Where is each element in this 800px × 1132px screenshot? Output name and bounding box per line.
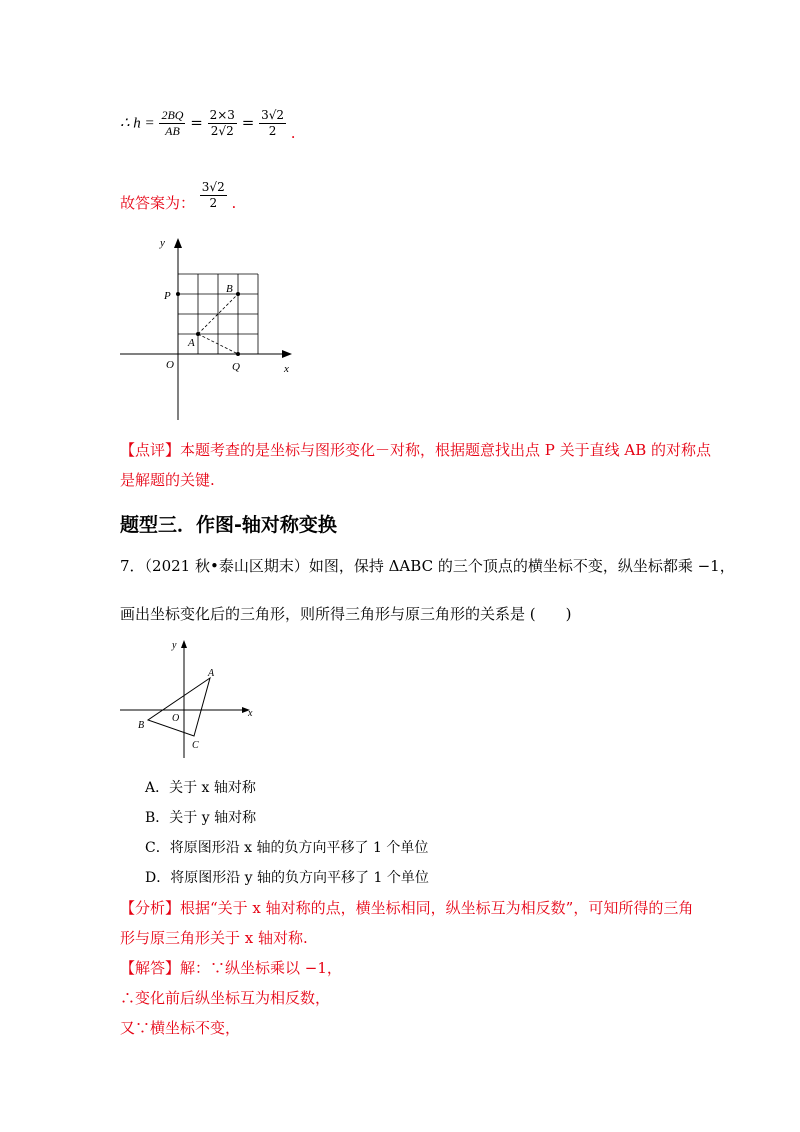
axes — [120, 644, 246, 758]
fraction-numerator: 2×3 — [209, 108, 235, 122]
y-axis-label: y — [160, 237, 165, 249]
fraction-numerator: 2BQ — [161, 108, 184, 122]
point-p-dot — [176, 292, 180, 296]
analysis-line-2: 形与原三角形关于 x 轴对称. — [120, 929, 308, 947]
origin-label: O — [172, 713, 180, 724]
y-axis-arrow-icon — [181, 640, 187, 648]
figure-triangle-abc — [118, 636, 260, 760]
fraction-2bq-ab — [159, 108, 185, 139]
triangle-abc — [148, 678, 210, 736]
answer-period: . — [231, 193, 237, 212]
fraction-denominator: 2√2 — [210, 124, 234, 138]
formula-h — [120, 108, 296, 142]
figure-grid-coordinate — [110, 232, 300, 424]
fraction-numerator: 3√2 — [201, 180, 225, 194]
equals-sign: = — [241, 113, 255, 132]
option-b[interactable]: B．关于 y 轴对称 — [145, 810, 257, 826]
option-c[interactable]: C．将原图形沿 x 轴的负方向平移了 1 个单位 — [145, 840, 429, 856]
y-axis-arrow-icon — [174, 238, 182, 248]
point-b-label: B — [226, 283, 233, 295]
question-line-1: 7．（2021 秋•泰山区期末）如图，保持 ΔABC 的三个顶点的横坐标不变，纵坐标都乘 −1， — [120, 557, 735, 575]
comment-line-1: 【点评】本题考查的是坐标与图形变化－对称，根据题意找出点 P 关于直线 AB 的对称点 — [120, 441, 712, 459]
equals-sign: = — [190, 113, 203, 132]
point-a-dot — [196, 332, 200, 336]
x-axis-label: x — [284, 363, 289, 375]
fraction-denominator: AB — [165, 124, 180, 138]
option-d[interactable]: D．将原图形沿 y 轴的负方向平移了 1 个单位 — [145, 870, 429, 886]
fraction-denominator: 2 — [209, 196, 218, 210]
solution-line-3: 又∵横坐标不变， — [120, 1019, 241, 1037]
point-q-label: Q — [232, 361, 240, 373]
answer-label: 故答案为： — [120, 193, 196, 212]
point-q-dot — [236, 352, 240, 356]
point-a-label: A — [188, 337, 195, 349]
x-axis-label: x — [248, 708, 253, 719]
fraction-numerator: 3√2 — [261, 108, 284, 122]
formula-period: . — [290, 123, 296, 142]
x-axis-arrow-icon — [282, 350, 292, 358]
axes — [120, 242, 288, 420]
fraction-3root2-over-2 — [259, 108, 286, 139]
point-p-label: P — [164, 290, 171, 302]
point-b-dot — [236, 292, 240, 296]
option-a[interactable]: A．关于 x 轴对称 — [145, 780, 256, 796]
comment-line-2: 是解题的关键. — [120, 471, 215, 489]
answer-line — [120, 180, 236, 211]
answer-fraction — [200, 180, 227, 211]
fraction-6-over-2root2 — [208, 108, 237, 139]
section-title: 题型三．作图-轴对称变换 — [120, 514, 337, 536]
solution-line-2: ∴变化前后纵坐标互为相反数， — [120, 989, 331, 1007]
vertex-c-label: C — [192, 740, 199, 751]
analysis-line-1: 【分析】根据“关于 x 轴对称的点，横坐标相同，纵坐标互为相反数”，可知所得的三角 — [120, 899, 694, 917]
y-axis-label: y — [172, 640, 177, 651]
solution-line-1: 【解答】解：∵纵坐标乘以 −1， — [120, 959, 342, 977]
vertex-a-label: A — [208, 668, 215, 679]
formula-prefix: ∴ h = — [120, 115, 155, 132]
question-line-2: 画出坐标变化后的三角形，则所得三角形与原三角形的关系是 ( ) — [120, 605, 572, 623]
fraction-denominator: 2 — [268, 124, 277, 138]
vertex-b-label: B — [138, 720, 145, 731]
origin-label: O — [166, 359, 174, 371]
